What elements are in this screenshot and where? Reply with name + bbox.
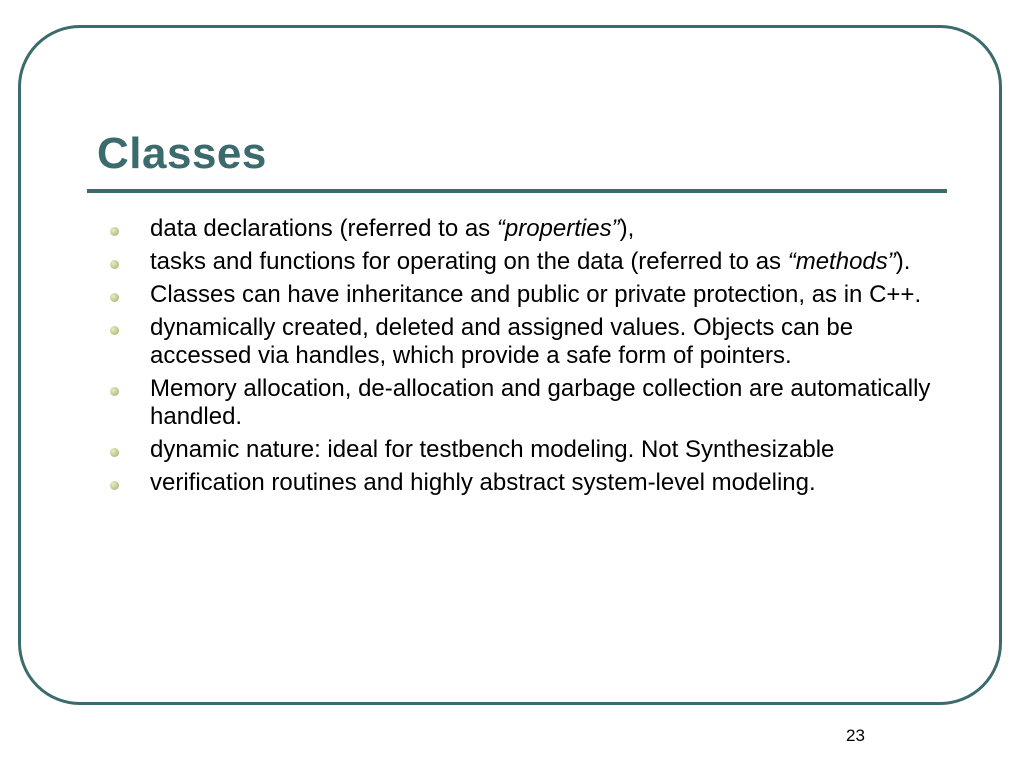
bullet-item — [110, 469, 960, 497]
bullet-item — [110, 314, 960, 370]
bullet-item — [110, 215, 960, 243]
bullet-item — [110, 248, 960, 276]
bullet-dot-icon — [110, 387, 119, 396]
page-number: 23 — [846, 726, 865, 745]
bullet-list — [110, 215, 960, 502]
bullet-dot-icon — [110, 227, 119, 236]
bullet-text: data declarations (referred to as — [150, 215, 497, 242]
bullet-dot-icon — [110, 481, 119, 490]
bullet-emphasis: “methods” — [787, 248, 896, 275]
slide-title: Classes — [97, 129, 267, 178]
bullet-dot-icon — [110, 293, 119, 302]
bullet-text: dynamically created, deleted and assigned values. Objects can be accessed via handles, which provide a safe form of pointers. — [150, 314, 854, 369]
bullet-text: Classes can have inheritance and public or private protection, as in C++. — [150, 281, 922, 308]
bullet-dot-icon — [110, 326, 119, 335]
bullet-text: verification routines and highly abstract system-level modeling. — [150, 469, 816, 496]
bullet-dot-icon — [110, 448, 119, 457]
bullet-text: dynamic nature: ideal for testbench modeling. Not Synthesizable — [150, 436, 835, 463]
bullet-item — [110, 281, 960, 309]
bullet-text-tail: ), — [619, 215, 635, 242]
bullet-dot-icon — [110, 260, 119, 269]
bullet-text: Memory allocation, de-allocation and garbage collection are automatically handled. — [150, 375, 931, 430]
bullet-item — [110, 375, 960, 431]
bullet-emphasis: “properties” — [496, 215, 620, 242]
title-divider — [87, 189, 947, 193]
bullet-item — [110, 436, 960, 464]
bullet-text-tail: ). — [895, 248, 911, 275]
bullet-text: tasks and functions for operating on the data (referred to as — [150, 248, 788, 275]
